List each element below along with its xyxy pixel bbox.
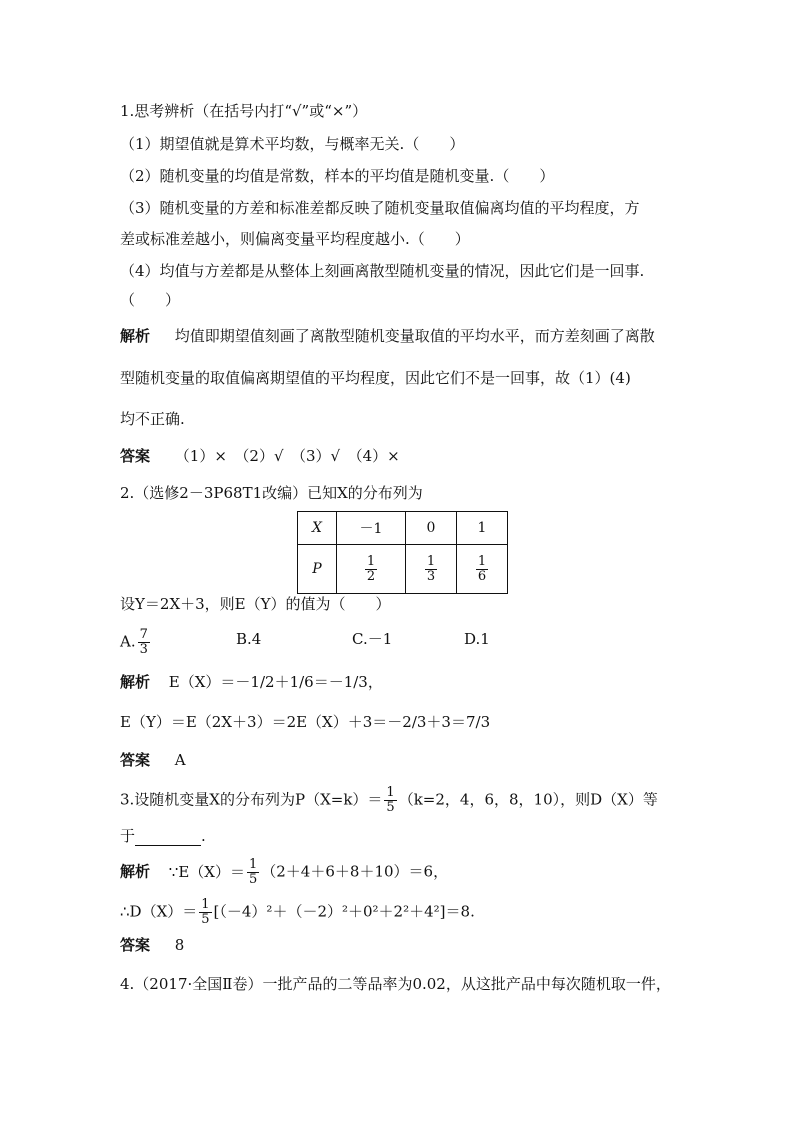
q3-answer-text: 8 bbox=[174, 936, 185, 954]
q1-answer-label: 答案 bbox=[120, 447, 151, 465]
q3-answer-label: 答案 bbox=[120, 936, 151, 954]
q3-answer bbox=[120, 935, 184, 955]
q2-title: 2.（选修2－3P68T1改编）已知X的分布列为 bbox=[120, 484, 423, 502]
table-row bbox=[298, 512, 508, 545]
table-cell bbox=[406, 545, 457, 594]
table-cell: 0 bbox=[406, 512, 457, 545]
option-a: A. $\frac{7}{3}$ bbox=[120, 627, 148, 657]
q1-item-3: （3）随机变量的方差和标准差都反映了随机变量取值偏离均值的平均程度，方 bbox=[120, 199, 640, 217]
table-cell: 1 bbox=[457, 512, 508, 545]
q2-question: 设Y＝2X＋3，则E（Y）的值为（ ） bbox=[120, 595, 391, 613]
q2-answer-text: A bbox=[174, 751, 186, 769]
table-cell: P bbox=[298, 545, 337, 594]
q1-analysis-label: 解析 bbox=[120, 327, 151, 345]
q1-analysis-line-3: 均不正确. bbox=[120, 410, 185, 428]
q3-analysis-line-2: ∴D（X）＝ $\frac{1}{5}$ [（－4）²＋（－2）²＋0²＋2²＋4²]＝8. bbox=[120, 897, 475, 927]
q2-answer-label: 答案 bbox=[120, 751, 151, 769]
q3-analysis-label: 解析 bbox=[120, 862, 151, 881]
q2-analysis-line-2: E（Y）＝E（2X＋3）＝2E（X）＋3＝－2/3＋3＝7/3 bbox=[120, 713, 491, 731]
q1-item-4: （4）均值与方差都是从整体上刻画离散型随机变量的情况，因此它们是一回事. bbox=[120, 262, 645, 280]
q2-analysis-text-1: E（X）＝－1/2＋1/6＝－1/3， bbox=[168, 673, 383, 691]
fraction: $\frac{1}{2}$ bbox=[366, 553, 376, 584]
table-row bbox=[298, 545, 508, 594]
q1-item-3-cont: 差或标准差越小，则偏离变量平均程度越小.（ ） bbox=[120, 230, 470, 248]
q3-analysis-line-1: 解析 ∵E（X）＝ $\frac{1}{5}$ （2＋4＋6＋8＋10）＝6， bbox=[120, 857, 449, 887]
q3-title-cont: 于 . bbox=[120, 827, 206, 845]
q1-analysis-line-1 bbox=[120, 326, 655, 346]
q1-analysis-line-2: 型随机变量的取值偏离期望值的平均程度，因此它们不是一回事，故（1）(4) bbox=[120, 369, 631, 387]
table-cell bbox=[337, 545, 406, 594]
q1-item-1: （1）期望值就是算术平均数，与概率无关.（ ） bbox=[120, 135, 465, 153]
q2-analysis-line-1 bbox=[120, 672, 383, 692]
fraction: $\frac{7}{3}$ bbox=[139, 627, 148, 657]
q1-answer-text: （1）× （2）√ （3）√ （4）× bbox=[174, 447, 400, 465]
option-b: B.4 bbox=[236, 630, 262, 648]
q1-item-2: （2）随机变量的均值是常数，样本的平均值是随机变量.（ ） bbox=[120, 167, 555, 185]
q3-title: 3.设随机变量X的分布列为P（X=k）＝ $\frac{1}{5}$ （k=2，4，6，8，10），则D（X）等 bbox=[120, 785, 658, 815]
q1-item-4-cont: （ ） bbox=[120, 291, 181, 309]
fraction: $\frac{1}{6}$ bbox=[477, 553, 487, 584]
table-cell: －1 bbox=[337, 512, 406, 545]
answer-blank bbox=[135, 829, 201, 846]
q1-title: 1.思考辨析（在括号内打“√”或“×”） bbox=[120, 102, 368, 120]
q2-analysis-label: 解析 bbox=[120, 673, 151, 691]
table-cell: X bbox=[298, 512, 337, 545]
table-cell bbox=[457, 545, 508, 594]
fraction: $\frac{1}{5}$ bbox=[248, 857, 258, 887]
fraction: $\frac{1}{5}$ bbox=[386, 785, 395, 815]
fraction: $\frac{1}{3}$ bbox=[426, 553, 436, 584]
q1-answer bbox=[120, 446, 400, 466]
option-d: D.1 bbox=[464, 630, 490, 648]
distribution-table bbox=[297, 511, 508, 594]
q1-analysis-text-1: 均值即期望值刻画了离散型随机变量取值的平均水平，而方差刻画了离散 bbox=[174, 327, 655, 345]
fraction: $\frac{1}{5}$ bbox=[201, 897, 210, 927]
q4-title: 4.（2017·全国Ⅱ卷）一批产品的二等品率为0.02，从这批产品中每次随机取一件， bbox=[120, 975, 671, 993]
option-c: C.－1 bbox=[352, 630, 393, 648]
q2-answer bbox=[120, 750, 186, 770]
